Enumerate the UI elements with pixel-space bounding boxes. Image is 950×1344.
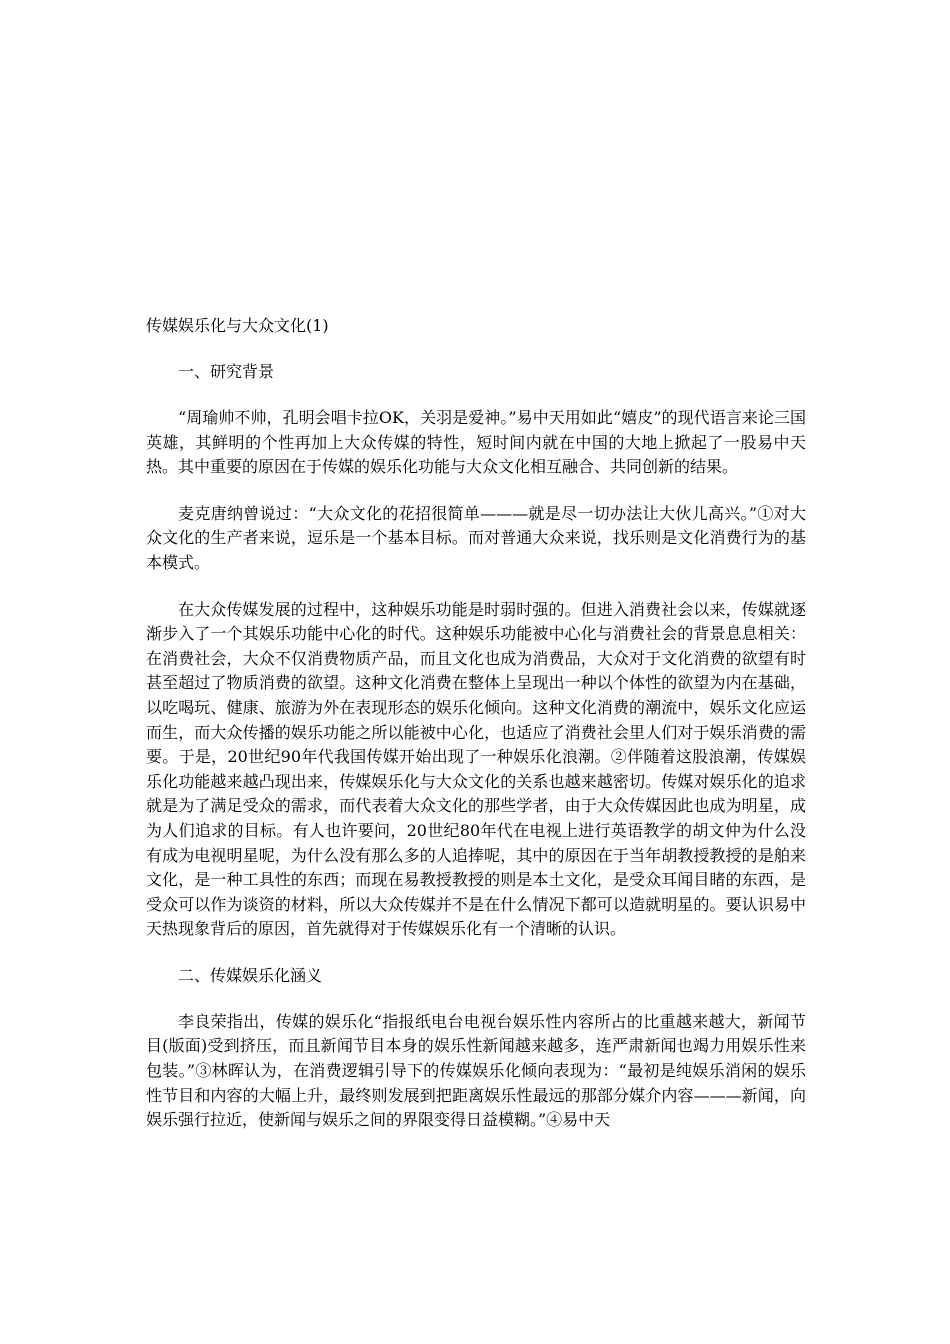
section-heading-research-background: 一、研究背景 (178, 362, 275, 381)
body-paragraph: 麦克唐纳曾说过：“大众文化的花招很简单———就是尽一切办法让大伙儿高兴。”①对大众文化的生产者来说，逗乐是一个基本目标。而对普通大众来说，找乐则是文化消费行为的基本模式。 (146, 503, 806, 572)
section-heading-media-entertainment-meaning: 二、传媒娱乐化涵义 (178, 965, 323, 985)
body-paragraph: 李良荣指出，传媒的娱乐化“指报纸电台电视台娱乐性内容所占的比重越来越大，新闻节目(版面)受到挤压，而且新闻节目本身的娱乐性新闻越来越多，连严肃新闻也竭力用娱乐性来包装。”③林晖认为，在消费逻辑引导下的传媒娱乐化倾向表现为：“最初是纯娱乐消闲的娱乐性节目和内容的大幅上升，最终则发展到把距离娱乐性最远的那部分媒介内容———新闻，向娱乐强行拉近，使新闻与娱乐之间的界限变得日益模糊。”④易中天 (146, 1011, 806, 1130)
body-paragraph: “周瑜帅不帅，孔明会唱卡拉OK，关羽是爱神。”易中天用如此“嬉皮”的现代语言来论三国英雄，其鲜明的个性再加上大众传媒的特性，短时间内就在中国的大地上掀起了一股易中天热。其中重要的原因在于传媒的娱乐化功能与大众文化相互融合、共同创新的结果。 (146, 408, 806, 477)
document-page (146, 314, 806, 1155)
document-title: 传媒娱乐化与大众文化(1) (146, 316, 329, 335)
body-paragraph: 在大众传媒发展的过程中，这种娱乐功能是时弱时强的。但进入消费社会以来，传媒就逐渐步入了一个其娱乐功能中心化的时代。这种娱乐功能被中心化与消费社会的背景息息相关：在消费社会，大众不仅消费物质产品，而且文化也成为消费品，大众对于文化消费的欲望有时甚至超过了物质消费的欲望。这种文化消费在整体上呈现出一种以个体性的欲望为内在基础，以吃喝玩、健康、旅游为外在表现形态的娱乐化倾向。这种文化消费的潮流中，娱乐文化应运而生，而大众传播的娱乐功能之所以能被中心化，也适应了消费社会里人们对于娱乐消费的需要。于是，20世纪90年代我国传媒开始出现了一种娱乐化浪潮。②伴随着这股浪潮，传媒娱乐化功能越来越凸现出来，传媒娱乐化与大众文化的关系也越来越密切。传媒对娱乐化的追求就是为了满足受众的需求，而代表着大众文化的那些学者，由于大众传媒因此也成为明星，成为人们追求的目标。有人也许要问，20世纪80年代在电视上进行英语教学的胡文仲为什么没有成为电视明星呢，为什么没有那么多的人追捧呢，其中的原因在于当年胡教授教授的是舶来文化，是一种工具性的东西；而现在易教授教授的则是本土文化，是受众耳闻目睹的东西，是受众可以作为谈资的材料，所以大众传媒并不是在什么情况下都可以造就明星的。要认识易中天热现象背后的原因，首先就得对于传媒娱乐化有一个清晰的认识。 (146, 599, 806, 939)
